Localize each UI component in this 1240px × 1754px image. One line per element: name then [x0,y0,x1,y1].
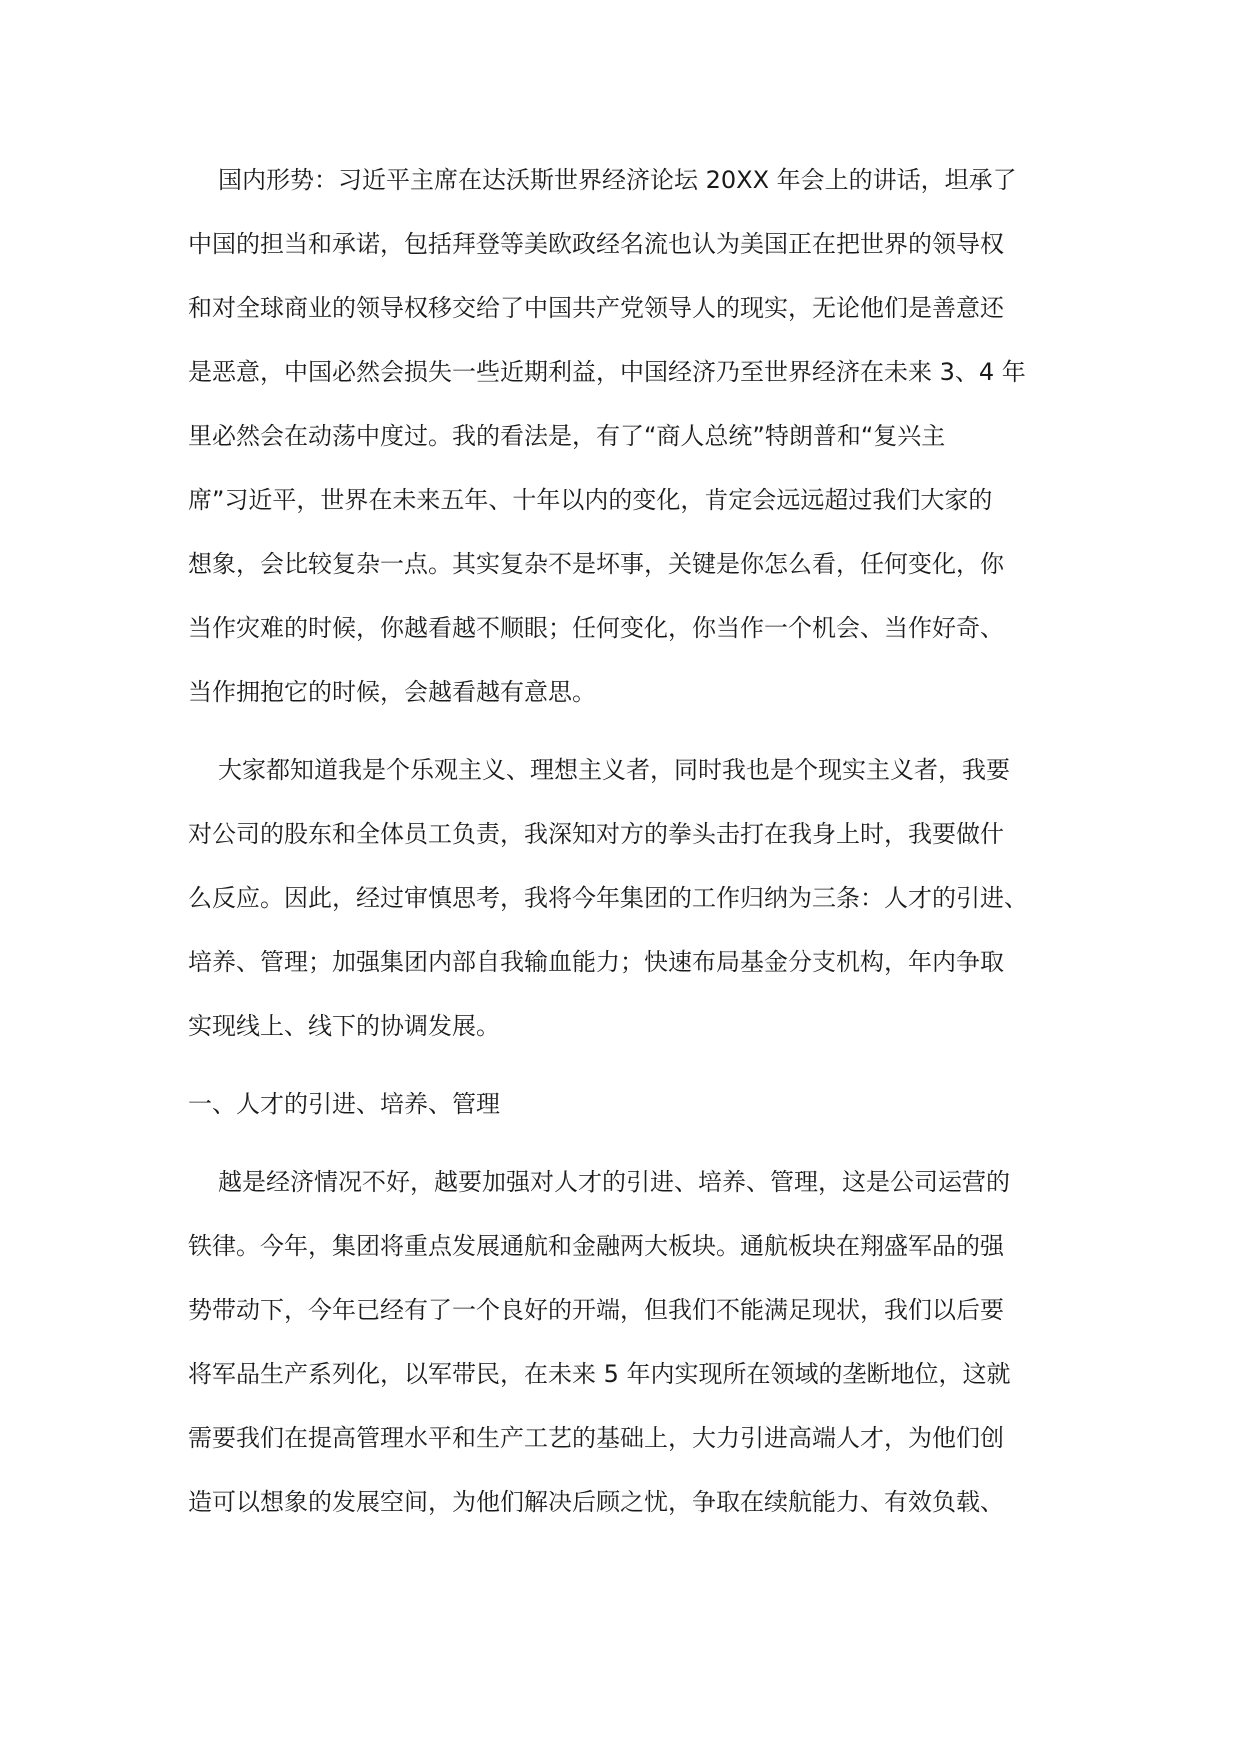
paragraph-line: 席”习近平，世界在未来五年、十年以内的变化，肯定会远远超过我们大家的 [188,486,993,514]
paragraph-gap [188,724,1068,738]
paragraph-line: 中国的担当和承诺，包括拜登等美欧政经名流也认为美国正在把世界的领导权 [188,230,1004,258]
paragraph-line: 铁律。今年，集团将重点发展通航和金融两大板块。通航板块在翔盛军品的强 [188,1232,1004,1260]
paragraph-line: 越是经济情况不好，越要加强对人才的引进、培养、管理，这是公司运营的 [218,1168,1010,1196]
paragraph-line: 里必然会在动荡中度过。我的看法是，有了“商人总统”特朗普和“复兴主 [188,422,946,450]
paragraph-work-summary [188,738,1068,1058]
paragraph-line: 造可以想象的发展空间，为他们解决后顾之忧，争取在续航能力、有效负载、 [188,1488,1004,1516]
document-body [188,148,1068,1534]
paragraph-line: 需要我们在提高管理水平和生产工艺的基础上，大力引进高端人才，为他们创 [188,1424,1004,1452]
paragraph-talent [188,1150,1068,1534]
paragraph-domestic-situation [188,148,1068,724]
paragraph-line: 和对全球商业的领导权移交给了中国共产党领导人的现实，无论他们是善意还 [188,294,1004,322]
paragraph-line: 实现线上、线下的协调发展。 [188,1012,500,1040]
paragraph-line: 将军品生产系列化，以军带民，在未来 5 年内实现所在领域的垄断地位，这就 [188,1360,1011,1388]
paragraph-line: 对公司的股东和全体员工负责，我深知对方的拳头击打在我身上时，我要做什 [188,820,1004,848]
paragraph-line: 培养、管理；加强集团内部自我输血能力；快速布局基金分支机构，年内争取 [188,948,1004,976]
paragraph-line: 国内形势：习近平主席在达沃斯世界经济论坛 20XX 年会上的讲话，坦承了 [218,166,1017,194]
section-heading: 一、人才的引进、培养、管理 [188,1090,500,1118]
paragraph-gap [188,1058,1068,1072]
paragraph-line: 大家都知道我是个乐观主义、理想主义者，同时我也是个现实主义者，我要 [218,756,1010,784]
paragraph-line: 么反应。因此，经过审慎思考，我将今年集团的工作归纳为三条：人才的引进、 [188,884,1028,912]
paragraph-line: 是恶意，中国必然会损失一些近期利益，中国经济乃至世界经济在未来 3、4 年 [188,358,1026,386]
paragraph-line: 当作拥抱它的时候，会越看越有意思。 [188,678,596,706]
paragraph-line: 想象，会比较复杂一点。其实复杂不是坏事，关键是你怎么看，任何变化，你 [188,550,1004,578]
paragraph-line: 势带动下，今年已经有了一个良好的开端，但我们不能满足现状，我们以后要 [188,1296,1004,1324]
paragraph-line: 当作灾难的时候，你越看越不顺眼；任何变化，你当作一个机会、当作好奇、 [188,614,1004,642]
paragraph-gap [188,1136,1068,1150]
